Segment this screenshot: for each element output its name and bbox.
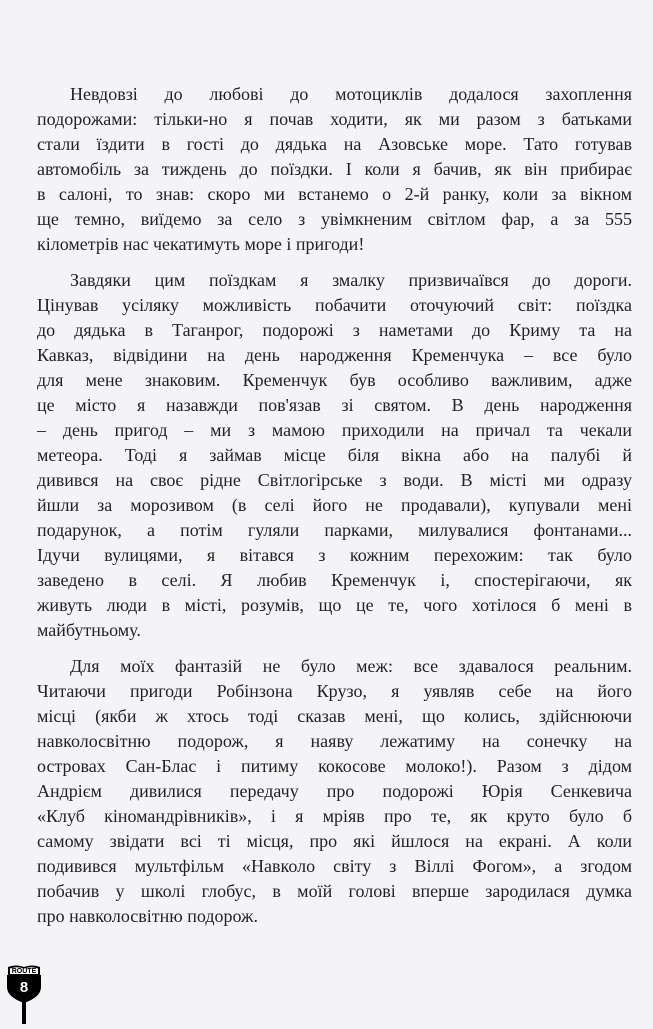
text-line: Невдовзі до любові до мотоциклів додалося захоплення bbox=[70, 84, 632, 104]
text-line: кілометрів нас чекатимуть море і пригоди! bbox=[37, 234, 365, 254]
text-line: побачив у школі глобус, в моїй голові вперше зародилася думка bbox=[37, 881, 632, 901]
paragraph bbox=[37, 268, 632, 643]
text-line: автомобіль за тиждень до поїздки. І коли я бачив, як він прибирає bbox=[37, 159, 632, 179]
text-line: Ідучи вулицями, я вітався з кожним перехожим: так було bbox=[37, 545, 632, 565]
text-line: місці (якби ж хтось тоді сказав мені, що колись, здійснюючи bbox=[37, 706, 632, 726]
text-line: подивився мультфільм «Навколо світу з Віллі Фогом», а згодом bbox=[37, 856, 632, 876]
text-line: Андрієм дивилися передачу про подорожі Юрія Сенкевича bbox=[37, 781, 632, 801]
text-line: – день пригод – ми з мамою приходили на причал та чекали bbox=[37, 420, 632, 440]
text-line: йшли за морозивом (в селі його не продавали), купували мені bbox=[37, 495, 632, 515]
text-line: Цінував усіляку можливість побачити оточуючий світ: поїздка bbox=[37, 295, 632, 315]
text-line: самому звідати всі ті місця, про які йшлося на екрані. А коли bbox=[37, 831, 632, 851]
text-line: дивився на своє рідне Світлогірське з води. В місті ми одразу bbox=[37, 470, 632, 490]
text-line: Завдяки цим поїздкам я змалку призвичаївся до дороги. bbox=[70, 270, 632, 290]
text-line: для мене знаковим. Кременчук був особливо важливим, адже bbox=[37, 370, 632, 390]
text-line: майбутньому. bbox=[37, 620, 141, 640]
text-line: «Клуб кіномандрівників», і я мріяв про те, як круто було б bbox=[37, 806, 632, 826]
paragraph bbox=[37, 654, 632, 929]
text-line: подорожами: тільки-но я почав ходити, як ми разом з батьками bbox=[37, 109, 632, 129]
text-line: стали їздити в гості до дядька на Азовське море. Тато готував bbox=[37, 134, 632, 154]
text-line: заведено в селі. Я любив Кременчук і, спостерігаючи, як bbox=[37, 570, 632, 590]
text-line: живуть люди в місті, розумів, що це те, чого хотілося б мені в bbox=[37, 595, 632, 615]
text-line: ще темно, виїдемо за село з увімкненим світлом фар, а за 555 bbox=[37, 209, 632, 229]
text-line: Кавказ, відвідини на день народження Кременчука – все було bbox=[37, 345, 632, 365]
page-number: 8 bbox=[19, 979, 29, 996]
text-line: Читаючи пригоди Робінзона Крузо, я уявляв себе на його bbox=[37, 681, 632, 701]
page-body bbox=[37, 82, 632, 940]
text-line: до дядька в Таганрог, подорожі з наметами до Криму та на bbox=[37, 320, 632, 340]
text-line: навколосвітню подорож, я наяву лежатиму на сонечку на bbox=[37, 731, 632, 751]
text-line: це місто я назавжди пов'язав зі святом. В день народження bbox=[37, 395, 632, 415]
paragraph bbox=[37, 82, 632, 257]
text-line: островах Сан-Блас і питиму кокосове молоко!). Разом з дідом bbox=[37, 756, 632, 776]
text-line: Для моїх фантазій не було меж: все здавалося реальним. bbox=[70, 656, 632, 676]
route-sign-page-badge bbox=[4, 963, 44, 1024]
text-line: про навколосвітню подорож. bbox=[37, 906, 258, 926]
text-line: подарунок, а потім гуляли парками, милувалися фонтанами... bbox=[37, 520, 632, 540]
route-label: ROUTE bbox=[11, 968, 37, 975]
text-line: в салоні, то знав: скоро ми встанемо о 2-й ранку, коли за вікном bbox=[37, 184, 632, 204]
text-line: метеора. Тоді я займав місце біля вікна або на палубі й bbox=[37, 445, 632, 465]
